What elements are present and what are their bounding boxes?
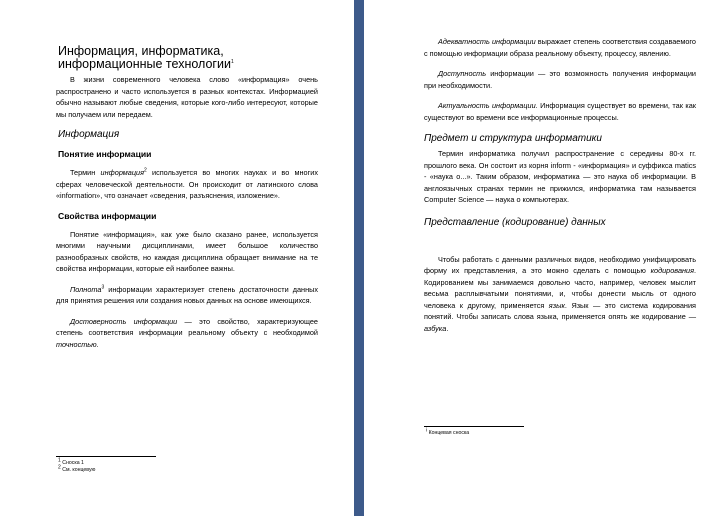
footnote-ref-1[interactable]: 1 [230, 58, 234, 65]
concept-paragraph: Термин информация$^2$ используется во многих науках и во многих сферах человеческой деятельности. Он происходит от латинского слова «information», что означает «сведения, разъяснения, изложение». [56, 167, 318, 200]
term-language: язык [548, 300, 565, 310]
adequacy-paragraph: Адекватность информации выражает степень соответствия создаваемого с помощью информации образа реальному объекту, процессу, явлению. [424, 37, 696, 58]
completeness-paragraph: Полнота$^3$ информации характеризует степень достаточности данных для принятия решения или создания новых данных на основе имеющихся. [56, 284, 318, 305]
term-completeness: Полнота [70, 284, 102, 294]
term-actuality: Актуальность информации. [438, 101, 538, 110]
page-gap [354, 0, 364, 516]
section-heading-subject: Предмет и структура информатики [424, 133, 602, 144]
document-page-left[interactable] [0, 0, 354, 516]
document-page-right[interactable] [364, 0, 720, 516]
document-title: Информация, информатика, информационные технологии$^1$ [58, 44, 234, 71]
term-availability: Доступность [438, 69, 487, 78]
term-reliability: Достоверность информации [70, 316, 178, 326]
section-heading-information: Информация [58, 129, 120, 140]
subject-paragraph: Термин информатика получил распространение с середины 80-х гг. прошлого века. Он состоит из корня inform - «информация» и суффикса matics - «наука о...». Таким образом, информатика — это наука об информации. В англоязычных странах термин не прижился, информатика там называется Computer Science — наука о компьютерах. [424, 149, 696, 204]
intro-paragraph: В жизни современного человека слово «информация» очень распространено и часто используется в разных контекстах. Информацией обычно называют любые сведения, которые кого-либо интересуют, которые мы получаем или передаем. [56, 75, 318, 119]
term-information: информация [100, 168, 144, 177]
endnote-separator [424, 426, 524, 427]
subheading-concept: Понятие информации [58, 149, 152, 159]
footnote-1: $^1$ Сноска 1 [58, 457, 84, 466]
reliability-paragraph: Достоверность информации — это свойство, характеризующее степень соответствия информации реальному объекту с необходимой точностью. [56, 316, 318, 349]
availability-paragraph: Доступность информации — это возможность получения информации при необходимости. [424, 69, 696, 90]
term-adequacy: Адекватность информации [438, 37, 536, 46]
section-heading-representation: Представление (кодирование) данных [424, 216, 606, 228]
representation-paragraph: Чтобы работать с данными различных видов, необходимо унифицировать форму их представления, а это можно сделать с помощью кодирования. Кодированием мы занимаемся довольно часто, например, человек мыслит весьма расплывчатыми понятиями, и, чтобы донести мысль от одного человека к другому, применяется язык. Язык — это система кодирования понятий. Чтобы записать слова языка, применяется опять же кодирование — азбука. [424, 254, 696, 333]
term-accuracy: точностью [56, 339, 97, 349]
subheading-properties: Свойства информации [58, 210, 157, 221]
actuality-paragraph: Актуальность информации. Информация существует во времени, так как существуют во времени все информационные процессы. [424, 101, 696, 122]
term-alphabet: азбука [424, 323, 447, 333]
endnote-1: $^i$ Концевая сноска [426, 427, 470, 436]
footnote-ref-2[interactable]: 2 [144, 167, 147, 174]
footnote-separator [56, 456, 156, 457]
term-coding: кодирования [650, 266, 694, 275]
footnote-ref-3[interactable]: 3 [101, 284, 105, 291]
properties-paragraph: Понятие «информация», как уже было сказано ранее, используется многими научными дисциплинами, имеет большое количество разнообразных свойств, но каждая дисциплина обращает внимание на те свойства информации, которые ей наиболее важны. [56, 229, 318, 273]
footnote-2: $^2$ См. концевую [58, 464, 96, 473]
